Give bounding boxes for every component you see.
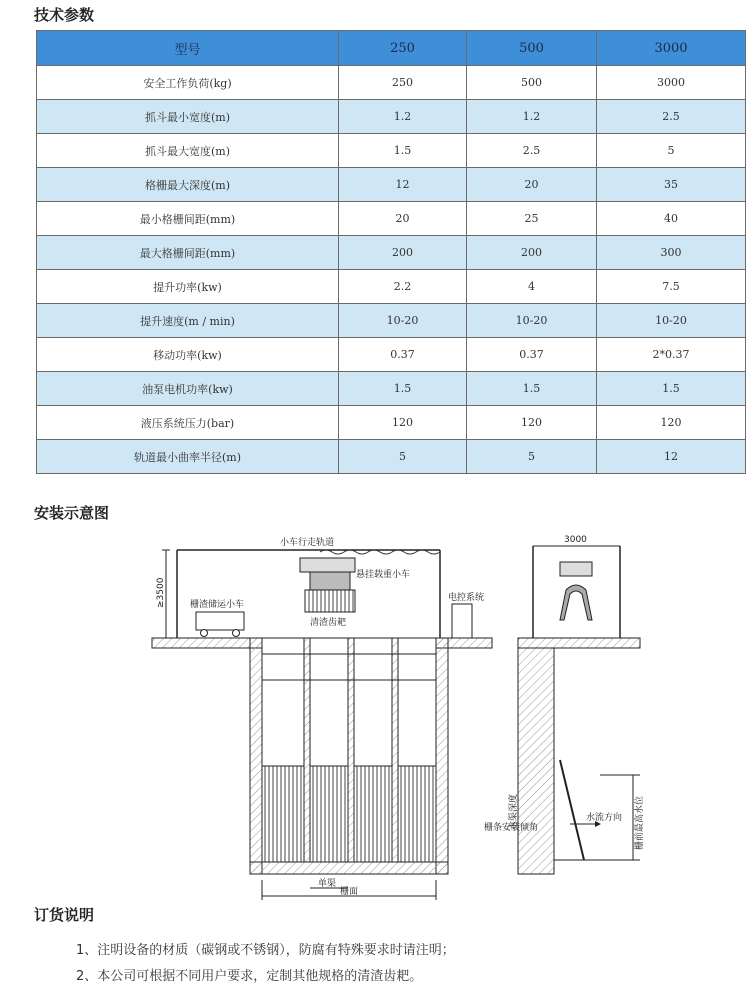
- angle-label: 栅条安装倾角: [484, 823, 539, 833]
- section-title-install: 安装示意图: [34, 504, 110, 522]
- param-name-cell: 提升功率(kw): [37, 270, 339, 304]
- max-level-label: 栅前最高水位: [635, 795, 645, 850]
- param-value-cell: 0.37: [339, 338, 467, 372]
- storage-cart: [196, 612, 244, 637]
- param-value-cell: 10-20: [597, 304, 746, 338]
- param-name-cell: 移动功率(kw): [37, 338, 339, 372]
- table-row: [37, 202, 746, 236]
- note-item: 2、本公司可根据不同用户要求，定制其他规格的清渣齿耙。: [76, 969, 423, 984]
- param-name-cell: 最小格栅间距(mm): [37, 202, 339, 236]
- param-value-cell: 40: [597, 202, 746, 236]
- param-value-cell: 2*0.37: [597, 338, 746, 372]
- storage-cart-label: 栅渣储运小车: [190, 600, 245, 610]
- param-value-cell: 12: [339, 168, 467, 202]
- grate-face-label: 栅面: [340, 887, 359, 897]
- table-row: [37, 236, 746, 270]
- param-name-cell: 抓斗最大宽度(m): [37, 134, 339, 168]
- param-name-cell: 液压系统压力(bar): [37, 406, 339, 440]
- flow-label: 水流方向: [586, 813, 623, 823]
- param-value-cell: 5: [339, 440, 467, 474]
- note-item: 1、注明设备的材质（碳钢或不锈钢），防腐有特殊要求时请注明；: [76, 943, 455, 958]
- param-value-cell: 300: [597, 236, 746, 270]
- param-value-cell: 500: [467, 66, 597, 100]
- param-name-cell: 最大格栅间距(mm): [37, 236, 339, 270]
- table-row: [37, 100, 746, 134]
- param-value-cell: 20: [467, 168, 597, 202]
- param-value-cell: 5: [597, 134, 746, 168]
- param-value-cell: 2.5: [597, 100, 746, 134]
- control-label: 电控系统: [448, 593, 485, 603]
- param-value-cell: 250: [339, 66, 467, 100]
- single-channel-label: 单渠: [318, 879, 337, 889]
- param-name-cell: 抓斗最小宽度(m): [37, 100, 339, 134]
- param-value-cell: 10-20: [339, 304, 467, 338]
- param-value-cell: 4: [467, 270, 597, 304]
- param-value-cell: 120: [467, 406, 597, 440]
- header-model: 型号: [37, 31, 339, 66]
- param-value-cell: 120: [339, 406, 467, 440]
- trolley: [300, 558, 355, 612]
- water-depth-label: 水渠深度: [509, 793, 519, 830]
- param-value-cell: 1.5: [597, 372, 746, 406]
- param-value-cell: 1.5: [467, 372, 597, 406]
- param-name-cell: 油泵电机功率(kw): [37, 372, 339, 406]
- install-diagram: [0, 530, 755, 900]
- table-row: [37, 338, 746, 372]
- param-name-cell: 提升速度(m / min): [37, 304, 339, 338]
- param-value-cell: 200: [339, 236, 467, 270]
- header-3000: 3000: [597, 31, 746, 66]
- width-side-label: 3000: [564, 535, 587, 545]
- table-row: [37, 66, 746, 100]
- param-name-cell: 安全工作负荷(kg): [37, 66, 339, 100]
- param-value-cell: 5: [467, 440, 597, 474]
- table-row: [37, 372, 746, 406]
- trolley-label: 悬挂载重小车: [356, 570, 411, 580]
- param-value-cell: 1.2: [339, 100, 467, 134]
- param-name-cell: 轨道最小曲率半径(m): [37, 440, 339, 474]
- rail-label: 小车行走轨道: [280, 538, 335, 548]
- table-row: [37, 304, 746, 338]
- param-value-cell: 12: [597, 440, 746, 474]
- header-250: 250: [339, 31, 467, 66]
- rake-label: 清渣齿耙: [310, 618, 347, 628]
- param-value-cell: 25: [467, 202, 597, 236]
- param-value-cell: 10-20: [467, 304, 597, 338]
- table-row: [37, 270, 746, 304]
- section-title-params: 技术参数: [34, 6, 95, 24]
- param-value-cell: 35: [597, 168, 746, 202]
- control-box: [452, 604, 472, 638]
- table-row: [37, 440, 746, 474]
- header-500: 500: [467, 31, 597, 66]
- param-value-cell: 20: [339, 202, 467, 236]
- height-label: ≥3500: [156, 577, 166, 608]
- param-value-cell: 3000: [597, 66, 746, 100]
- section-title-order: 订货说明: [34, 906, 95, 924]
- param-value-cell: 120: [597, 406, 746, 440]
- order-notes: [76, 940, 455, 992]
- table-row: [37, 134, 746, 168]
- param-value-cell: 1.5: [339, 372, 467, 406]
- table-header-row: [37, 31, 746, 66]
- param-value-cell: 1.5: [339, 134, 467, 168]
- param-value-cell: 7.5: [597, 270, 746, 304]
- channel-pit: [250, 638, 448, 874]
- param-name-cell: 格栅最大深度(m): [37, 168, 339, 202]
- spec-table: [36, 30, 746, 474]
- param-value-cell: 1.2: [467, 100, 597, 134]
- param-value-cell: 2.2: [339, 270, 467, 304]
- table-row: [37, 168, 746, 202]
- table-row: [37, 406, 746, 440]
- param-value-cell: 200: [467, 236, 597, 270]
- param-value-cell: 2.5: [467, 134, 597, 168]
- param-value-cell: 0.37: [467, 338, 597, 372]
